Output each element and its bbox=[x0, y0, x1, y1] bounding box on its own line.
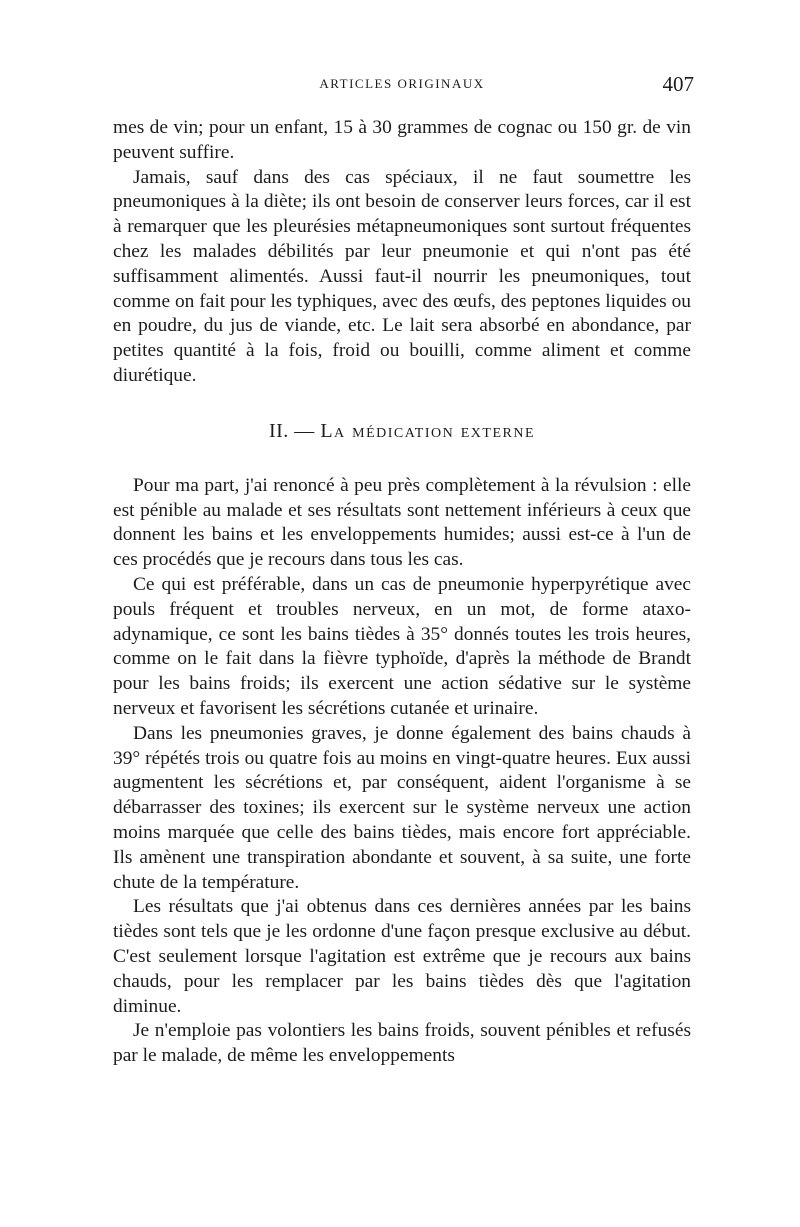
paragraph-hot-baths: Dans les pneumonies graves, je donne également des bains chauds à 39° répétés trois ou quatre fois au moins en vingt-quatre heures. Eux aussi augmentent les sécrétions et, par conséquent, aident l'organisme à se débarrasser des toxines; ils exercent sur le système nerveux une action moins marquée que celle des bains tièdes, mais encore fort appréciable. Ils amènent une transpiration abondante et souvent, à sa suite, une forte chute de la température. bbox=[113, 722, 691, 893]
body-text bbox=[113, 116, 691, 1069]
section-numeral: II. — bbox=[268, 419, 321, 442]
paragraph-tepid-baths: Ce qui est préférable, dans un cas de pneumonie hyperpyrétique avec pouls fréquent et troubles nerveux, en un mot, de forme ataxo-adynamique, ce sont les bains tièdes à 35° donnés toutes les trois heures, comme on le fait dans la fièvre typhoïde, d'après la méthode de Brandt pour les bains froids; ils exercent une action sédative sur le système nerveux et favorisent les sécrétions cutanée et urinaire. bbox=[113, 573, 691, 719]
paragraph-revulsion: Pour ma part, j'ai renoncé à peu près complètement à la révulsion : elle est pénible au malade et ses résultats sont nettement inférieurs à ceux que donnent les bains et les enveloppements humides; aussi est-ce à l'un de ces procédés que je recours dans tous les cas. bbox=[113, 474, 691, 571]
section-heading bbox=[113, 420, 691, 443]
paragraph-continuation: mes de vin; pour un enfant, 15 à 30 grammes de cognac ou 150 gr. de vin peuvent suffire. bbox=[113, 117, 691, 163]
paragraph-cold-baths: Je n'emploie pas volontiers les bains froids, souvent pénibles et refusés par le malade, de même les enveloppements bbox=[113, 1020, 691, 1067]
page-number: 407 bbox=[662, 72, 694, 96]
section-title: La médication externe bbox=[320, 419, 536, 442]
paragraph-results: Les résultats que j'ai obtenus dans ces dernières années par les bains tièdes sont tels que je les ordonne d'une façon presque exclusive au début. C'est seulement lorsque l'agitation est extrême que je recours aux bains chauds, pour les remplacer par les bains tièdes dès que l'agitation diminue. bbox=[113, 896, 691, 1017]
running-head bbox=[110, 72, 694, 100]
paragraph-diet: Jamais, sauf dans des cas spéciaux, il ne faut soumettre les pneumoniques à la diète; ils ont besoin de conserver leurs forces, car il est à remarquer que les pleurésies métapneumoniques sont surtout fréquentes chez les malades débilités par leur pneumonie et qui n'ont pas été suffisamment alimentés. Aussi faut-il nourrir les pneumoniques, tout comme on fait pour les typhiques, avec des œufs, des peptones liquides ou en poudre, du jus de viande, etc. Le lait sera absorbé en abondance, par petites quantité à la fois, froid ou bouilli, comme aliment et comme diurétique. bbox=[113, 166, 691, 386]
running-title: ARTICLES ORIGINAUX bbox=[319, 76, 485, 91]
